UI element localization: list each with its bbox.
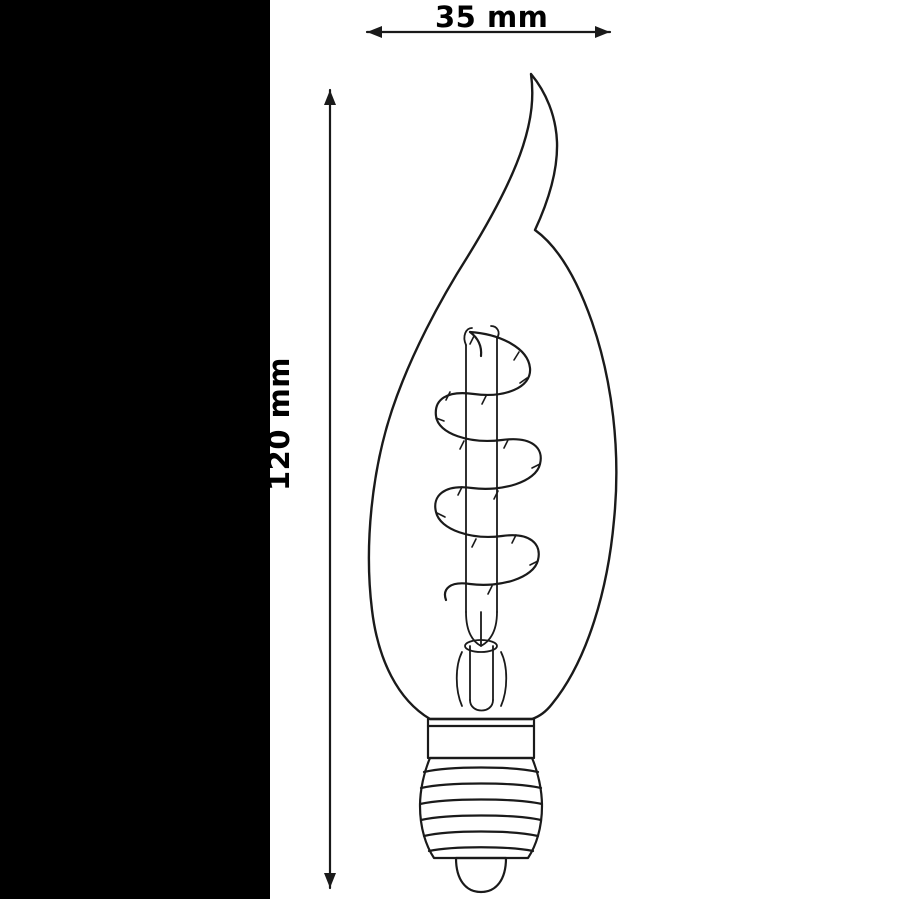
height-dimension-label: 120 mm (262, 356, 296, 492)
drawing-canvas (270, 0, 899, 899)
width-dimension-label: 35 mm (435, 0, 549, 34)
